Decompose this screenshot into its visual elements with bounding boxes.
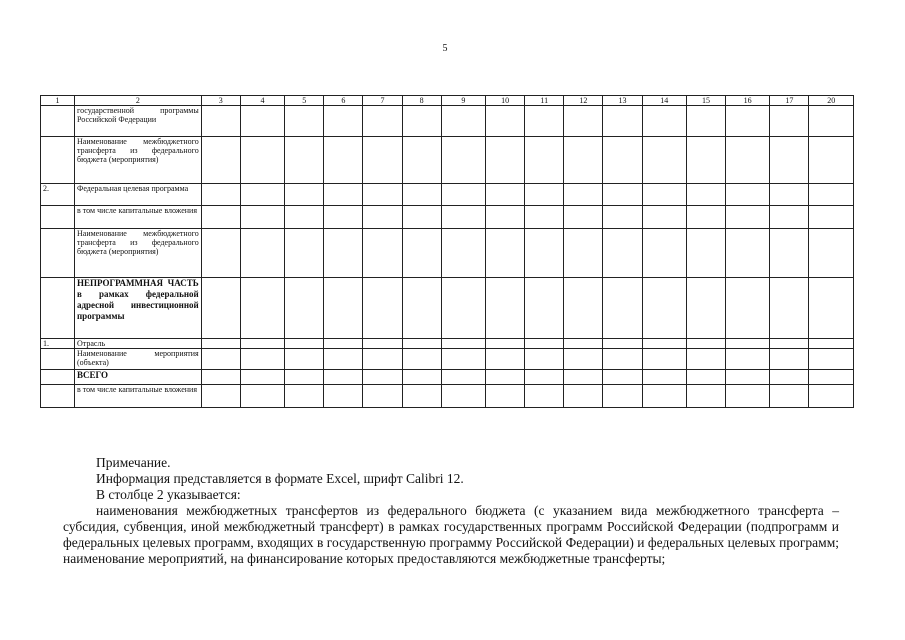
- empty-cell: [726, 106, 770, 137]
- empty-cell: [441, 184, 485, 206]
- column-header: 5: [285, 96, 324, 106]
- data-table: [40, 95, 854, 408]
- empty-cell: [770, 106, 809, 137]
- row-label-cell: в том числе капитальные вложения: [75, 385, 202, 408]
- column-header: 6: [324, 96, 363, 106]
- empty-cell: [525, 206, 564, 229]
- empty-cell: [686, 206, 725, 229]
- empty-cell: [324, 349, 363, 370]
- empty-cell: [603, 206, 642, 229]
- row-label-cell: Наименование межбюджетного трансферта из федерального бюджета (мероприятия): [75, 137, 202, 184]
- notes-line-format: Информация представляется в формате Excel, шрифт Calibri 12.: [96, 471, 464, 486]
- empty-cell: [402, 137, 441, 184]
- empty-cell: [726, 184, 770, 206]
- column-header: 11: [525, 96, 564, 106]
- empty-cell: [363, 184, 402, 206]
- empty-cell: [525, 349, 564, 370]
- empty-cell: [809, 370, 854, 385]
- empty-cell: [486, 349, 525, 370]
- empty-cell: [363, 339, 402, 349]
- empty-cell: [770, 137, 809, 184]
- empty-cell: [324, 184, 363, 206]
- column-header: 9: [441, 96, 485, 106]
- empty-cell: [642, 339, 686, 349]
- empty-cell: [603, 339, 642, 349]
- empty-cell: [441, 370, 485, 385]
- empty-cell: [285, 349, 324, 370]
- empty-cell: [642, 278, 686, 339]
- empty-cell: [642, 137, 686, 184]
- empty-cell: [525, 106, 564, 137]
- empty-cell: [603, 349, 642, 370]
- empty-cell: [402, 278, 441, 339]
- empty-cell: [564, 349, 603, 370]
- empty-cell: [642, 370, 686, 385]
- row-number-cell: [41, 385, 75, 408]
- empty-cell: [441, 106, 485, 137]
- empty-cell: [402, 229, 441, 278]
- empty-cell: [603, 106, 642, 137]
- empty-cell: [726, 349, 770, 370]
- empty-cell: [564, 385, 603, 408]
- empty-cell: [603, 184, 642, 206]
- empty-cell: [603, 370, 642, 385]
- notes-paragraph: наименования межбюджетных трансфертов из федерального бюджета (с указанием вида межбюджетного трансферта – субсидия, субвенция, иной межбюджетный трансферт) в рамках государственных программ Российской Федерации (подпрограмм и федеральных целевых программ, входящих в государственную программу Российской Федерации) и федеральных целевых программ; наименование мероприятий, на финансирование которых предоставляются межбюджетные трансферты;: [63, 503, 839, 566]
- empty-cell: [564, 184, 603, 206]
- column-header: 8: [402, 96, 441, 106]
- column-header: 13: [603, 96, 642, 106]
- empty-cell: [285, 206, 324, 229]
- empty-cell: [564, 278, 603, 339]
- empty-cell: [770, 206, 809, 229]
- empty-cell: [603, 385, 642, 408]
- empty-cell: [324, 137, 363, 184]
- empty-cell: [324, 206, 363, 229]
- empty-cell: [285, 370, 324, 385]
- empty-cell: [486, 106, 525, 137]
- table-row: [41, 278, 854, 339]
- row-number-cell: 2.: [41, 184, 75, 206]
- row-label-cell: Отрасль: [75, 339, 202, 349]
- empty-cell: [642, 106, 686, 137]
- empty-cell: [809, 229, 854, 278]
- empty-cell: [402, 370, 441, 385]
- empty-cell: [486, 339, 525, 349]
- empty-cell: [686, 385, 725, 408]
- empty-cell: [441, 385, 485, 408]
- empty-cell: [564, 229, 603, 278]
- empty-cell: [486, 184, 525, 206]
- table-row: [41, 106, 854, 137]
- row-number-cell: 1.: [41, 339, 75, 349]
- empty-cell: [686, 229, 725, 278]
- empty-cell: [726, 370, 770, 385]
- empty-cell: [770, 370, 809, 385]
- empty-cell: [402, 184, 441, 206]
- empty-cell: [240, 106, 284, 137]
- empty-cell: [402, 385, 441, 408]
- empty-cell: [726, 206, 770, 229]
- row-number-cell: [41, 349, 75, 370]
- empty-cell: [564, 106, 603, 137]
- empty-cell: [285, 106, 324, 137]
- empty-cell: [603, 229, 642, 278]
- page-number: 5: [442, 43, 448, 54]
- column-header: 4: [240, 96, 284, 106]
- empty-cell: [240, 278, 284, 339]
- empty-cell: [402, 206, 441, 229]
- empty-cell: [564, 206, 603, 229]
- empty-cell: [324, 385, 363, 408]
- empty-cell: [809, 339, 854, 349]
- empty-cell: [240, 349, 284, 370]
- empty-cell: [726, 229, 770, 278]
- empty-cell: [564, 370, 603, 385]
- empty-cell: [726, 278, 770, 339]
- empty-cell: [285, 278, 324, 339]
- column-header: 10: [486, 96, 525, 106]
- table-row: [41, 370, 854, 385]
- empty-cell: [770, 184, 809, 206]
- empty-cell: [363, 349, 402, 370]
- notes-section: [63, 455, 839, 567]
- notes-line-column2: В столбце 2 указывается:: [96, 487, 241, 502]
- empty-cell: [201, 106, 240, 137]
- empty-cell: [363, 137, 402, 184]
- empty-cell: [603, 278, 642, 339]
- empty-cell: [770, 385, 809, 408]
- column-header: 2: [75, 96, 202, 106]
- empty-cell: [809, 206, 854, 229]
- row-label-cell: ВСЕГО: [75, 370, 202, 385]
- column-header: 15: [686, 96, 725, 106]
- empty-cell: [809, 184, 854, 206]
- empty-cell: [285, 137, 324, 184]
- empty-cell: [363, 370, 402, 385]
- empty-cell: [486, 370, 525, 385]
- empty-cell: [441, 229, 485, 278]
- table-row: [41, 206, 854, 229]
- empty-cell: [486, 137, 525, 184]
- empty-cell: [642, 349, 686, 370]
- empty-cell: [240, 385, 284, 408]
- empty-cell: [770, 229, 809, 278]
- column-header: 1: [41, 96, 75, 106]
- empty-cell: [240, 339, 284, 349]
- row-label-cell: Наименование межбюджетного трансферта из федерального бюджета (мероприятия): [75, 229, 202, 278]
- empty-cell: [285, 184, 324, 206]
- empty-cell: [441, 137, 485, 184]
- empty-cell: [240, 184, 284, 206]
- column-header: 14: [642, 96, 686, 106]
- empty-cell: [324, 278, 363, 339]
- empty-cell: [441, 206, 485, 229]
- empty-cell: [686, 349, 725, 370]
- empty-cell: [363, 106, 402, 137]
- empty-cell: [603, 137, 642, 184]
- empty-cell: [525, 278, 564, 339]
- table-row: [41, 184, 854, 206]
- row-label-cell: в том числе капитальные вложения: [75, 206, 202, 229]
- empty-cell: [201, 278, 240, 339]
- empty-cell: [809, 278, 854, 339]
- row-label-cell: Федеральная целевая программа: [75, 184, 202, 206]
- empty-cell: [642, 385, 686, 408]
- empty-cell: [363, 229, 402, 278]
- empty-cell: [525, 370, 564, 385]
- empty-cell: [686, 106, 725, 137]
- empty-cell: [324, 370, 363, 385]
- empty-cell: [564, 137, 603, 184]
- column-header: 16: [726, 96, 770, 106]
- empty-cell: [809, 106, 854, 137]
- empty-cell: [686, 137, 725, 184]
- empty-cell: [486, 278, 525, 339]
- column-header: 20: [809, 96, 854, 106]
- empty-cell: [363, 385, 402, 408]
- table-row: [41, 229, 854, 278]
- row-number-cell: [41, 229, 75, 278]
- empty-cell: [525, 339, 564, 349]
- empty-cell: [564, 339, 603, 349]
- empty-cell: [486, 206, 525, 229]
- empty-cell: [525, 229, 564, 278]
- empty-cell: [770, 349, 809, 370]
- empty-cell: [726, 385, 770, 408]
- empty-cell: [363, 278, 402, 339]
- empty-cell: [363, 206, 402, 229]
- empty-cell: [201, 206, 240, 229]
- header-row: [41, 96, 854, 106]
- empty-cell: [770, 339, 809, 349]
- empty-cell: [726, 339, 770, 349]
- empty-cell: [642, 184, 686, 206]
- empty-cell: [402, 106, 441, 137]
- column-header: 17: [770, 96, 809, 106]
- empty-cell: [525, 385, 564, 408]
- empty-cell: [441, 349, 485, 370]
- empty-cell: [770, 278, 809, 339]
- empty-cell: [809, 385, 854, 408]
- column-header: 3: [201, 96, 240, 106]
- empty-cell: [240, 206, 284, 229]
- empty-cell: [201, 229, 240, 278]
- row-label-cell: НЕПРОГРАММНАЯ ЧАСТЬ в рамках федеральной адресной инвестиционной программы: [75, 278, 202, 339]
- table-row: [41, 339, 854, 349]
- empty-cell: [285, 229, 324, 278]
- empty-cell: [201, 339, 240, 349]
- empty-cell: [402, 339, 441, 349]
- empty-cell: [441, 278, 485, 339]
- empty-cell: [642, 229, 686, 278]
- empty-cell: [201, 184, 240, 206]
- row-number-cell: [41, 137, 75, 184]
- empty-cell: [809, 349, 854, 370]
- empty-cell: [686, 278, 725, 339]
- empty-cell: [686, 184, 725, 206]
- column-header: 7: [363, 96, 402, 106]
- empty-cell: [201, 349, 240, 370]
- empty-cell: [686, 339, 725, 349]
- empty-cell: [201, 385, 240, 408]
- empty-cell: [240, 229, 284, 278]
- row-number-cell: [41, 206, 75, 229]
- empty-cell: [441, 339, 485, 349]
- column-header: 12: [564, 96, 603, 106]
- empty-cell: [285, 385, 324, 408]
- notes-title: Примечание.: [96, 455, 171, 470]
- empty-cell: [201, 137, 240, 184]
- empty-cell: [402, 349, 441, 370]
- empty-cell: [642, 206, 686, 229]
- table-row: [41, 137, 854, 184]
- empty-cell: [324, 106, 363, 137]
- empty-cell: [726, 137, 770, 184]
- empty-cell: [201, 370, 240, 385]
- empty-cell: [809, 137, 854, 184]
- empty-cell: [324, 339, 363, 349]
- empty-cell: [285, 339, 324, 349]
- empty-cell: [486, 229, 525, 278]
- empty-cell: [240, 370, 284, 385]
- row-number-cell: [41, 370, 75, 385]
- row-label-cell: Наименование мероприятия (объекта): [75, 349, 202, 370]
- empty-cell: [486, 385, 525, 408]
- empty-cell: [525, 184, 564, 206]
- table-row: [41, 349, 854, 370]
- empty-cell: [324, 229, 363, 278]
- empty-cell: [240, 137, 284, 184]
- row-number-cell: [41, 106, 75, 137]
- table-row: [41, 385, 854, 408]
- row-number-cell: [41, 278, 75, 339]
- empty-cell: [525, 137, 564, 184]
- row-label-cell: государственной программы Российской Федерации: [75, 106, 202, 137]
- empty-cell: [686, 370, 725, 385]
